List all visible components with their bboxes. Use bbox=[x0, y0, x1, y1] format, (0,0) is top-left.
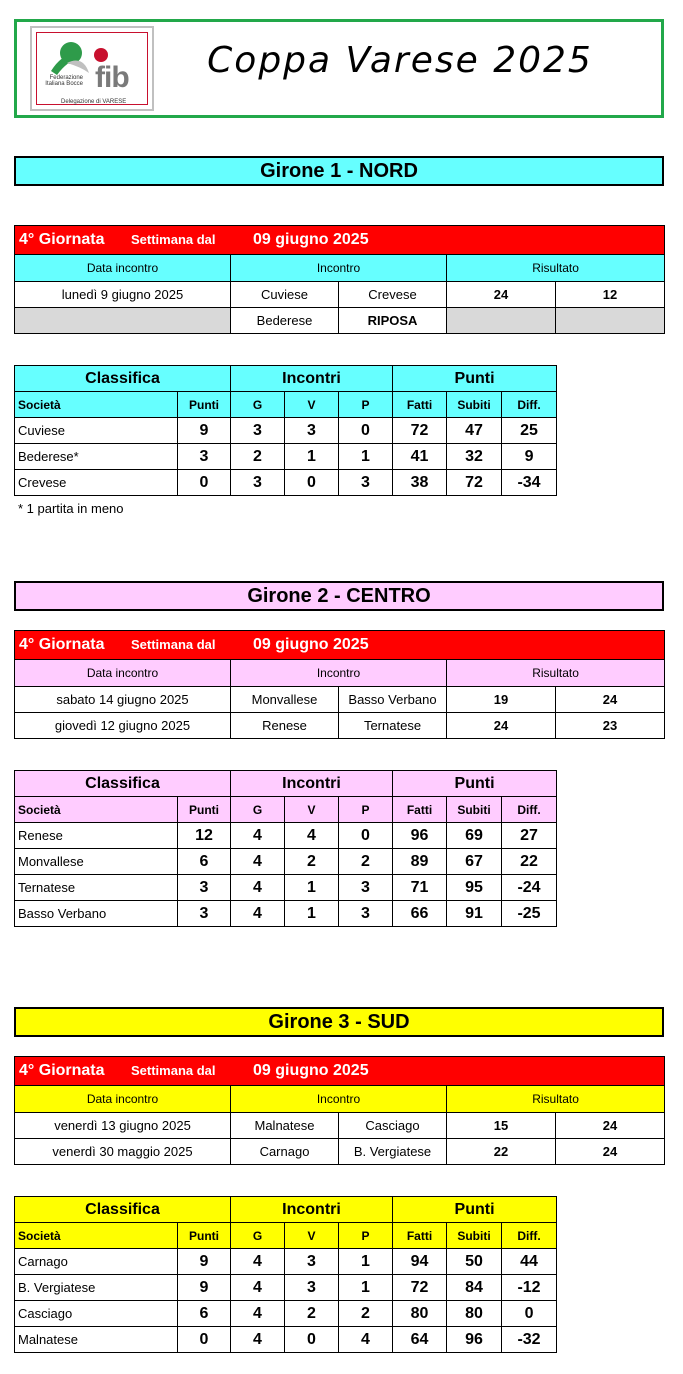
match-date: venerdì 13 giugno 2025 bbox=[15, 1113, 231, 1139]
week-date: 09 giugno 2025 bbox=[253, 231, 369, 248]
match-row bbox=[15, 1139, 665, 1165]
col-incontro: Incontro bbox=[231, 660, 447, 687]
team-p: 1 bbox=[339, 1249, 393, 1275]
team-v: 2 bbox=[285, 849, 339, 875]
matches-header bbox=[15, 660, 665, 687]
col-punti-group: Punti bbox=[393, 1197, 557, 1223]
match-score-away: 24 bbox=[556, 1139, 665, 1165]
team-v: 0 bbox=[285, 1327, 339, 1353]
team-g: 4 bbox=[231, 1275, 285, 1301]
match-date: giovedì 12 giugno 2025 bbox=[15, 713, 231, 739]
team-subiti: 95 bbox=[447, 875, 502, 901]
match-home: Renese bbox=[231, 713, 339, 739]
col-p: P bbox=[339, 797, 393, 823]
team-name: B. Vergiatese bbox=[15, 1275, 178, 1301]
col-punti: Punti bbox=[178, 1223, 231, 1249]
team-name: Crevese bbox=[15, 470, 178, 496]
group-banner-3: Girone 3 - SUD bbox=[14, 1007, 664, 1037]
col-data-incontro: Data incontro bbox=[15, 255, 231, 282]
team-name: Malnatese bbox=[15, 1327, 178, 1353]
col-v: V bbox=[285, 797, 339, 823]
team-g: 4 bbox=[231, 823, 285, 849]
match-home: Malnatese bbox=[231, 1113, 339, 1139]
team-v: 0 bbox=[285, 470, 339, 496]
team-subiti: 84 bbox=[447, 1275, 502, 1301]
team-subiti: 32 bbox=[447, 444, 502, 470]
match-home: Cuviese bbox=[231, 282, 339, 308]
team-name: Renese bbox=[15, 823, 178, 849]
match-date: venerdì 30 maggio 2025 bbox=[15, 1139, 231, 1165]
match-score-home: 24 bbox=[447, 713, 556, 739]
col-risultato: Risultato bbox=[447, 1086, 665, 1113]
team-punti: 9 bbox=[178, 1275, 231, 1301]
col-risultato: Risultato bbox=[447, 660, 665, 687]
match-score-home: 24 bbox=[447, 282, 556, 308]
match-home: Bederese bbox=[231, 308, 339, 334]
fib-logo bbox=[30, 26, 154, 111]
fib-logo-icon bbox=[37, 33, 147, 104]
col-incontri: Incontri bbox=[231, 771, 393, 797]
col-g: G bbox=[231, 392, 285, 418]
team-fatti: 96 bbox=[393, 823, 447, 849]
team-diff: -34 bbox=[502, 470, 557, 496]
team-punti: 12 bbox=[178, 823, 231, 849]
col-v: V bbox=[285, 1223, 339, 1249]
footnote: * 1 partita in meno bbox=[18, 501, 124, 516]
week-date: 09 giugno 2025 bbox=[253, 636, 369, 653]
team-diff: 44 bbox=[502, 1249, 557, 1275]
team-subiti: 69 bbox=[447, 823, 502, 849]
col-g: G bbox=[231, 1223, 285, 1249]
team-subiti: 80 bbox=[447, 1301, 502, 1327]
giornata-label: 4° Giornata bbox=[19, 231, 105, 248]
col-punti: Punti bbox=[178, 797, 231, 823]
standings-row bbox=[15, 1301, 557, 1327]
team-g: 4 bbox=[231, 1327, 285, 1353]
match-away: Crevese bbox=[339, 282, 447, 308]
col-subiti: Subiti bbox=[447, 797, 502, 823]
team-g: 4 bbox=[231, 875, 285, 901]
match-away: Casciago bbox=[339, 1113, 447, 1139]
team-g: 3 bbox=[231, 470, 285, 496]
standings-header-top bbox=[15, 771, 557, 797]
team-punti: 3 bbox=[178, 875, 231, 901]
team-p: 1 bbox=[339, 444, 393, 470]
matches-table-3 bbox=[14, 1056, 665, 1165]
col-diff: Diff. bbox=[502, 797, 557, 823]
team-punti: 9 bbox=[178, 418, 231, 444]
standings-row bbox=[15, 470, 557, 496]
team-fatti: 94 bbox=[393, 1249, 447, 1275]
matches-header bbox=[15, 1086, 665, 1113]
team-g: 4 bbox=[231, 1249, 285, 1275]
col-subiti: Subiti bbox=[447, 392, 502, 418]
logo-fib-text: fib bbox=[95, 61, 129, 94]
team-name: Monvallese bbox=[15, 849, 178, 875]
standings-row bbox=[15, 875, 557, 901]
group-banner-1: Girone 1 - NORD bbox=[14, 156, 664, 186]
col-societa: Società bbox=[15, 797, 178, 823]
standings-row bbox=[15, 418, 557, 444]
team-fatti: 38 bbox=[393, 470, 447, 496]
team-diff: -24 bbox=[502, 875, 557, 901]
standings-table-3 bbox=[14, 1196, 557, 1353]
matches-table-2 bbox=[14, 630, 665, 739]
team-name: Basso Verbano bbox=[15, 901, 178, 927]
match-score-away: 12 bbox=[556, 282, 665, 308]
team-punti: 9 bbox=[178, 1249, 231, 1275]
team-punti: 3 bbox=[178, 444, 231, 470]
team-v: 4 bbox=[285, 823, 339, 849]
team-subiti: 47 bbox=[447, 418, 502, 444]
standings-row bbox=[15, 849, 557, 875]
match-score-home bbox=[447, 308, 556, 334]
giornata-row bbox=[15, 631, 665, 660]
match-row bbox=[15, 1113, 665, 1139]
team-diff: -12 bbox=[502, 1275, 557, 1301]
settimana-label: Settimana dal bbox=[131, 1063, 216, 1078]
team-v: 3 bbox=[285, 1275, 339, 1301]
match-date: lunedì 9 giugno 2025 bbox=[15, 282, 231, 308]
match-score-away: 24 bbox=[556, 1113, 665, 1139]
team-subiti: 50 bbox=[447, 1249, 502, 1275]
col-g: G bbox=[231, 797, 285, 823]
standings-row bbox=[15, 823, 557, 849]
team-fatti: 41 bbox=[393, 444, 447, 470]
match-score-home: 22 bbox=[447, 1139, 556, 1165]
team-name: Ternatese bbox=[15, 875, 178, 901]
team-subiti: 91 bbox=[447, 901, 502, 927]
team-g: 4 bbox=[231, 849, 285, 875]
col-fatti: Fatti bbox=[393, 1223, 447, 1249]
col-punti-group: Punti bbox=[393, 771, 557, 797]
team-p: 3 bbox=[339, 901, 393, 927]
col-fatti: Fatti bbox=[393, 797, 447, 823]
page-title: Coppa Varese 2025 bbox=[207, 40, 593, 81]
team-diff: 27 bbox=[502, 823, 557, 849]
standings-row bbox=[15, 1275, 557, 1301]
match-score-home: 15 bbox=[447, 1113, 556, 1139]
team-diff: 22 bbox=[502, 849, 557, 875]
matches-header bbox=[15, 255, 665, 282]
col-p: P bbox=[339, 1223, 393, 1249]
team-punti: 0 bbox=[178, 470, 231, 496]
standings-header bbox=[15, 392, 557, 418]
group-banner-2: Girone 2 - CENTRO bbox=[14, 581, 664, 611]
col-incontro: Incontro bbox=[231, 255, 447, 282]
team-diff: -25 bbox=[502, 901, 557, 927]
match-row bbox=[15, 282, 665, 308]
team-p: 4 bbox=[339, 1327, 393, 1353]
standings-row bbox=[15, 1249, 557, 1275]
team-name: Carnago bbox=[15, 1249, 178, 1275]
col-fatti: Fatti bbox=[393, 392, 447, 418]
col-data-incontro: Data incontro bbox=[15, 660, 231, 687]
team-v: 1 bbox=[285, 444, 339, 470]
team-punti: 6 bbox=[178, 849, 231, 875]
settimana-label: Settimana dal bbox=[131, 637, 216, 652]
match-away: RIPOSA bbox=[339, 308, 447, 334]
col-punti-group: Punti bbox=[393, 366, 557, 392]
team-diff: 0 bbox=[502, 1301, 557, 1327]
settimana-label: Settimana dal bbox=[131, 232, 216, 247]
team-diff: -32 bbox=[502, 1327, 557, 1353]
team-v: 1 bbox=[285, 875, 339, 901]
standings-table-1 bbox=[14, 365, 557, 496]
team-p: 3 bbox=[339, 470, 393, 496]
team-diff: 25 bbox=[502, 418, 557, 444]
match-away: Ternatese bbox=[339, 713, 447, 739]
team-p: 2 bbox=[339, 849, 393, 875]
team-fatti: 64 bbox=[393, 1327, 447, 1353]
giornata-row bbox=[15, 226, 665, 255]
team-fatti: 72 bbox=[393, 418, 447, 444]
team-diff: 9 bbox=[502, 444, 557, 470]
match-row bbox=[15, 687, 665, 713]
team-p: 1 bbox=[339, 1275, 393, 1301]
team-subiti: 72 bbox=[447, 470, 502, 496]
col-classifica: Classifica bbox=[15, 1197, 231, 1223]
giornata-label: 4° Giornata bbox=[19, 1062, 105, 1079]
team-subiti: 96 bbox=[447, 1327, 502, 1353]
matches-table-1 bbox=[14, 225, 665, 334]
match-score-away: 24 bbox=[556, 687, 665, 713]
giornata-label: 4° Giornata bbox=[19, 636, 105, 653]
match-away: B. Vergiatese bbox=[339, 1139, 447, 1165]
logo-federation-text: Federazione Italiana Bocce bbox=[45, 75, 83, 87]
col-incontri: Incontri bbox=[231, 366, 393, 392]
match-row bbox=[15, 308, 665, 334]
col-incontro: Incontro bbox=[231, 1086, 447, 1113]
match-score-home: 19 bbox=[447, 687, 556, 713]
col-v: V bbox=[285, 392, 339, 418]
team-p: 0 bbox=[339, 823, 393, 849]
standings-header-top bbox=[15, 1197, 557, 1223]
col-classifica: Classifica bbox=[15, 771, 231, 797]
team-p: 2 bbox=[339, 1301, 393, 1327]
team-fatti: 72 bbox=[393, 1275, 447, 1301]
standings-table-2 bbox=[14, 770, 557, 927]
team-name: Cuviese bbox=[15, 418, 178, 444]
team-fatti: 80 bbox=[393, 1301, 447, 1327]
team-name: Casciago bbox=[15, 1301, 178, 1327]
team-g: 2 bbox=[231, 444, 285, 470]
match-away: Basso Verbano bbox=[339, 687, 447, 713]
col-classifica: Classifica bbox=[15, 366, 231, 392]
team-name: Bederese* bbox=[15, 444, 178, 470]
col-diff: Diff. bbox=[502, 1223, 557, 1249]
col-punti: Punti bbox=[178, 392, 231, 418]
match-score-away: 23 bbox=[556, 713, 665, 739]
col-subiti: Subiti bbox=[447, 1223, 502, 1249]
col-incontri: Incontri bbox=[231, 1197, 393, 1223]
match-date: sabato 14 giugno 2025 bbox=[15, 687, 231, 713]
team-g: 4 bbox=[231, 1301, 285, 1327]
team-v: 2 bbox=[285, 1301, 339, 1327]
team-fatti: 71 bbox=[393, 875, 447, 901]
logo-delegation-text: Delegazione di VARESE bbox=[61, 99, 127, 105]
standings-row bbox=[15, 901, 557, 927]
team-punti: 6 bbox=[178, 1301, 231, 1327]
col-diff: Diff. bbox=[502, 392, 557, 418]
standings-header bbox=[15, 1223, 557, 1249]
col-risultato: Risultato bbox=[447, 255, 665, 282]
match-date bbox=[15, 308, 231, 334]
team-punti: 3 bbox=[178, 901, 231, 927]
team-g: 3 bbox=[231, 418, 285, 444]
team-g: 4 bbox=[231, 901, 285, 927]
team-fatti: 89 bbox=[393, 849, 447, 875]
match-home: Carnago bbox=[231, 1139, 339, 1165]
standings-header bbox=[15, 797, 557, 823]
match-row bbox=[15, 713, 665, 739]
col-societa: Società bbox=[15, 1223, 178, 1249]
team-v: 3 bbox=[285, 1249, 339, 1275]
match-home: Monvallese bbox=[231, 687, 339, 713]
team-v: 3 bbox=[285, 418, 339, 444]
team-subiti: 67 bbox=[447, 849, 502, 875]
col-societa: Società bbox=[15, 392, 178, 418]
col-data-incontro: Data incontro bbox=[15, 1086, 231, 1113]
match-score-away bbox=[556, 308, 665, 334]
team-v: 1 bbox=[285, 901, 339, 927]
standings-header-top bbox=[15, 366, 557, 392]
standings-row bbox=[15, 1327, 557, 1353]
team-p: 3 bbox=[339, 875, 393, 901]
team-p: 0 bbox=[339, 418, 393, 444]
standings-row bbox=[15, 444, 557, 470]
week-date: 09 giugno 2025 bbox=[253, 1062, 369, 1079]
col-p: P bbox=[339, 392, 393, 418]
team-fatti: 66 bbox=[393, 901, 447, 927]
team-punti: 0 bbox=[178, 1327, 231, 1353]
giornata-row bbox=[15, 1057, 665, 1086]
